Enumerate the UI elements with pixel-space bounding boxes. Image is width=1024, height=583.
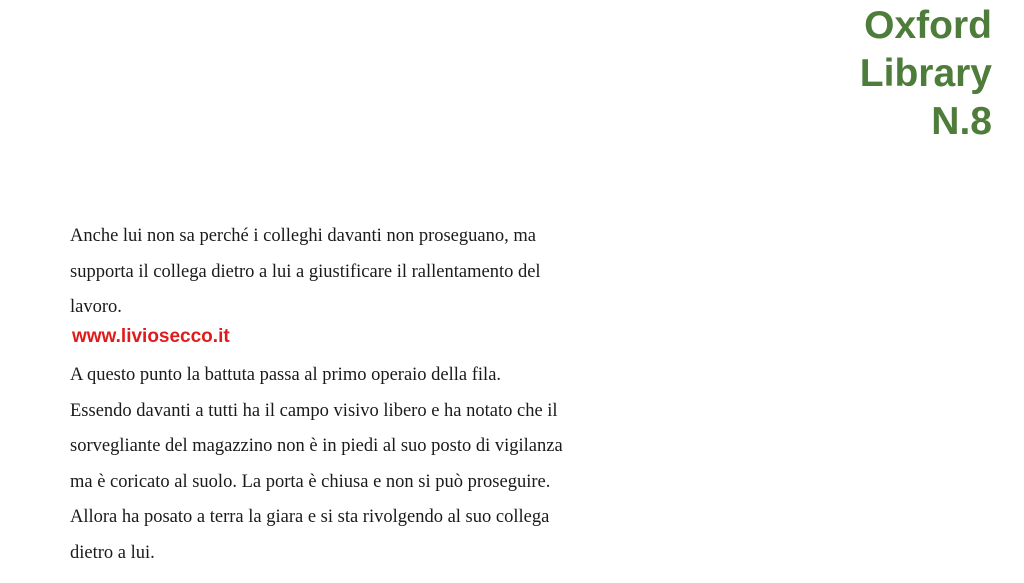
paragraph-2-line: sorvegliante del magazzino non è in piedi al suo posto di vigilanza <box>70 436 563 456</box>
title-line-oxford: Oxford <box>864 4 992 47</box>
page-title <box>860 2 992 146</box>
paragraph-2 <box>70 358 690 571</box>
paragraph-1-line: supporta il collega dietro a lui a giustificare il rallentamento del <box>70 261 541 282</box>
paragraph-2-line: Allora ha posato a terra la giara e si sta rivolgendo al suo collega <box>70 507 550 527</box>
paragraph-1 <box>70 219 670 326</box>
paragraph-2-line: Essendo davanti a tutti ha il campo visivo libero e ha notato che il <box>70 400 558 421</box>
title-line-number: N.8 <box>931 100 992 143</box>
paragraph-2-line: ma è coricato al suolo. La porta è chiusa e non si può proseguire. <box>70 471 551 492</box>
website-link[interactable]: www.liviosecco.it <box>72 326 230 347</box>
title-line-library: Library <box>859 52 992 95</box>
paragraph-2-line: A questo punto la battuta passa al primo operaio della fila. <box>70 365 502 385</box>
paragraph-2-line: dietro a lui. <box>70 542 155 563</box>
paragraph-1-line: Anche lui non sa perché i colleghi davanti non proseguano, ma <box>70 226 536 246</box>
paragraph-1-line: lavoro. <box>70 297 122 317</box>
